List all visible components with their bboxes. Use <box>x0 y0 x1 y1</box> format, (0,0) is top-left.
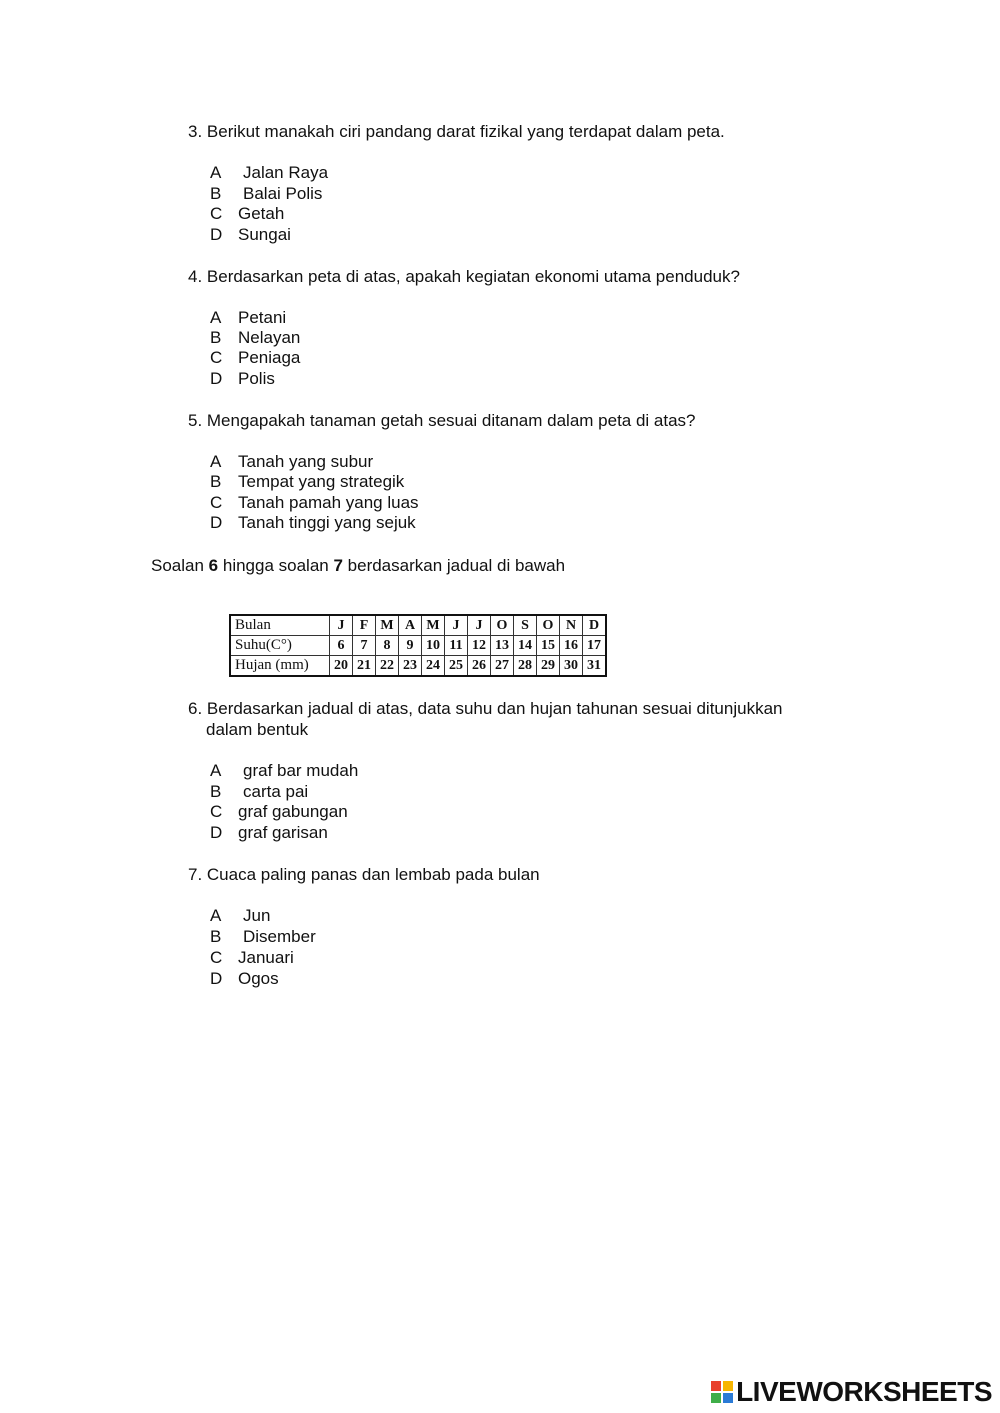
q3-option-a[interactable]: A Jalan Raya <box>210 163 329 182</box>
q4-option-d[interactable]: D Polis <box>210 369 275 388</box>
hujan-cell: 20 <box>330 656 353 677</box>
q7-option-d[interactable]: D Ogos <box>210 969 279 988</box>
q6-option-d[interactable]: D graf garisan <box>210 823 328 842</box>
hujan-cell: 31 <box>583 656 607 677</box>
hujan-cell: 21 <box>353 656 376 677</box>
suhu-cell: 11 <box>445 636 468 656</box>
table-row-suhu <box>230 636 606 656</box>
suhu-cell: 17 <box>583 636 607 656</box>
suhu-cell: 7 <box>353 636 376 656</box>
hujan-cell: 29 <box>537 656 560 677</box>
suhu-cell: 8 <box>376 636 399 656</box>
q7-option-b[interactable]: B Disember <box>210 927 316 946</box>
month-cell: O <box>537 615 560 636</box>
q7-option-a[interactable]: A Jun <box>210 906 271 925</box>
row-label: Suhu(C°) <box>230 636 330 656</box>
suhu-cell: 10 <box>422 636 445 656</box>
month-cell: J <box>468 615 491 636</box>
hujan-cell: 27 <box>491 656 514 677</box>
hujan-cell: 23 <box>399 656 422 677</box>
hujan-cell: 26 <box>468 656 491 677</box>
q7-option-c[interactable]: C Januari <box>210 948 294 967</box>
month-cell: M <box>422 615 445 636</box>
q3-option-b[interactable]: B Balai Polis <box>210 184 323 203</box>
q5-option-d[interactable]: D Tanah tinggi yang sejuk <box>210 513 416 532</box>
table-intro: Soalan 6 hingga soalan 7 berdasarkan jadual di bawah <box>151 556 566 575</box>
suhu-cell: 15 <box>537 636 560 656</box>
q4-option-c[interactable]: C Peniaga <box>210 348 301 367</box>
q6-option-c[interactable]: C graf gabungan <box>210 802 348 821</box>
q6-option-a[interactable]: A graf bar mudah <box>210 761 359 780</box>
month-cell: A <box>399 615 422 636</box>
liveworksheets-logo <box>711 1377 992 1407</box>
suhu-cell: 14 <box>514 636 537 656</box>
q3-option-c[interactable]: C Getah <box>210 204 285 223</box>
q3-option-d[interactable]: D Sungai <box>210 225 291 244</box>
suhu-cell: 16 <box>560 636 583 656</box>
q4-option-a[interactable]: A Petani <box>210 308 287 327</box>
question-4-title: 4. Berdasarkan peta di atas, apakah kegiatan ekonomi utama penduduk? <box>188 267 740 286</box>
q4-option-b[interactable]: B Nelayan <box>210 328 301 347</box>
hujan-cell: 28 <box>514 656 537 677</box>
hujan-cell: 30 <box>560 656 583 677</box>
hujan-cell: 24 <box>422 656 445 677</box>
suhu-cell: 9 <box>399 636 422 656</box>
month-cell: J <box>330 615 353 636</box>
q6-option-b[interactable]: B carta pai <box>210 782 309 801</box>
month-cell: F <box>353 615 376 636</box>
suhu-cell: 6 <box>330 636 353 656</box>
table-row-bulan <box>230 615 606 636</box>
q5-option-a[interactable]: A Tanah yang subur <box>210 452 374 471</box>
question-6-title: 6. Berdasarkan jadual di atas, data suhu dan hujan tahunan sesuai ditunjukkan dalam bentuk <box>188 699 783 739</box>
row-label: Hujan (mm) <box>230 656 330 677</box>
month-cell: J <box>445 615 468 636</box>
suhu-cell: 12 <box>468 636 491 656</box>
month-cell: D <box>583 615 607 636</box>
q5-option-c[interactable]: C Tanah pamah yang luas <box>210 493 419 512</box>
hujan-cell: 25 <box>445 656 468 677</box>
month-cell: N <box>560 615 583 636</box>
suhu-cell: 13 <box>491 636 514 656</box>
question-3-title: 3. Berikut manakah ciri pandang darat fizikal yang terdapat dalam peta. <box>188 122 725 141</box>
question-5-title: 5. Mengapakah tanaman getah sesuai ditanam dalam peta di atas? <box>188 411 696 430</box>
month-cell: M <box>376 615 399 636</box>
brand-name: LIVEWORKSHEETS <box>736 1376 992 1407</box>
row-label: Bulan <box>230 615 330 636</box>
question-7-title: 7. Cuaca paling panas dan lembab pada bulan <box>188 865 540 884</box>
q5-option-b[interactable]: B Tempat yang strategik <box>210 472 405 491</box>
brand-grid-icon <box>711 1381 733 1403</box>
climate-table <box>229 614 607 677</box>
month-cell: O <box>491 615 514 636</box>
month-cell: S <box>514 615 537 636</box>
table-row-hujan <box>230 656 606 677</box>
hujan-cell: 22 <box>376 656 399 677</box>
